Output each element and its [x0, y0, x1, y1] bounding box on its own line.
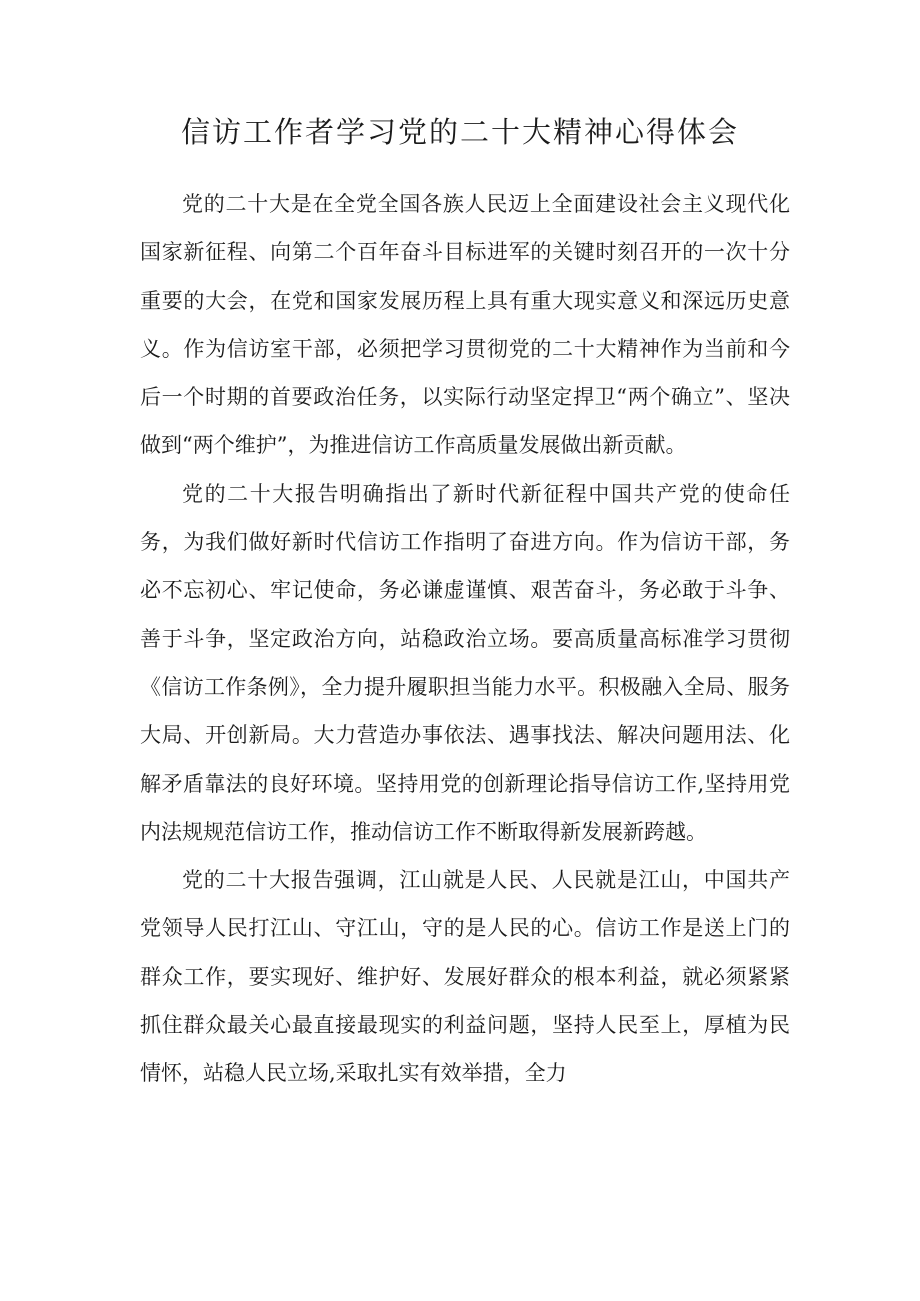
document-body — [140, 180, 790, 1098]
document-title: 信访工作者学习党的二十大精神心得体会 — [180, 115, 739, 149]
paragraph-2: 党的二十大报告明确指出了新时代新征程中国共产党的使命任务，为我们做好新时代信访工作指明了奋进方向。作为信访干部，务必不忘初心、牢记使命，务必谦虚谨慎、艰苦奋斗，务必敢于斗争、善于斗争，坚定政治方向，站稳政治立场。要高质量高标准学习贯彻《信访工作条例》，全力提升履职担当能力水平。积极融入全局、服务大局、开创新局。大力营造办事依法、遇事找法、解决问题用法、化解矛盾靠法的良好环境。坚持用党的创新理论指导信访工作,坚持用党内法规规范信访工作，推动信访工作不断取得新发展新跨越。 — [140, 481, 790, 844]
paragraph-3: 党的二十大报告强调，江山就是人民、人民就是江山，中国共产党领导人民打江山、守江山，守的是人民的心。信访工作是送上门的群众工作，要实现好、维护好、发展好群众的根本利益，就必须紧紧抓住群众最关心最直接最现实的利益问题，坚持人民至上，厚植为民情怀，站稳人民立场,采取扎实有效举措，全力 — [140, 868, 790, 1086]
paragraph-1: 党的二十大是在全党全国各族人民迈上全面建设社会主义现代化国家新征程、向第二个百年奋斗目标进军的关键时刻召开的一次十分重要的大会，在党和国家发展历程上具有重大现实意义和深远历史意义。作为信访室干部，必须把学习贯彻党的二十大精神作为当前和今后一个时期的首要政治任务，以实际行动坚定捍卫“两个确立”、坚决做到“两个维护”，为推进信访工作高质量发展做出新贡献。 — [140, 192, 790, 458]
